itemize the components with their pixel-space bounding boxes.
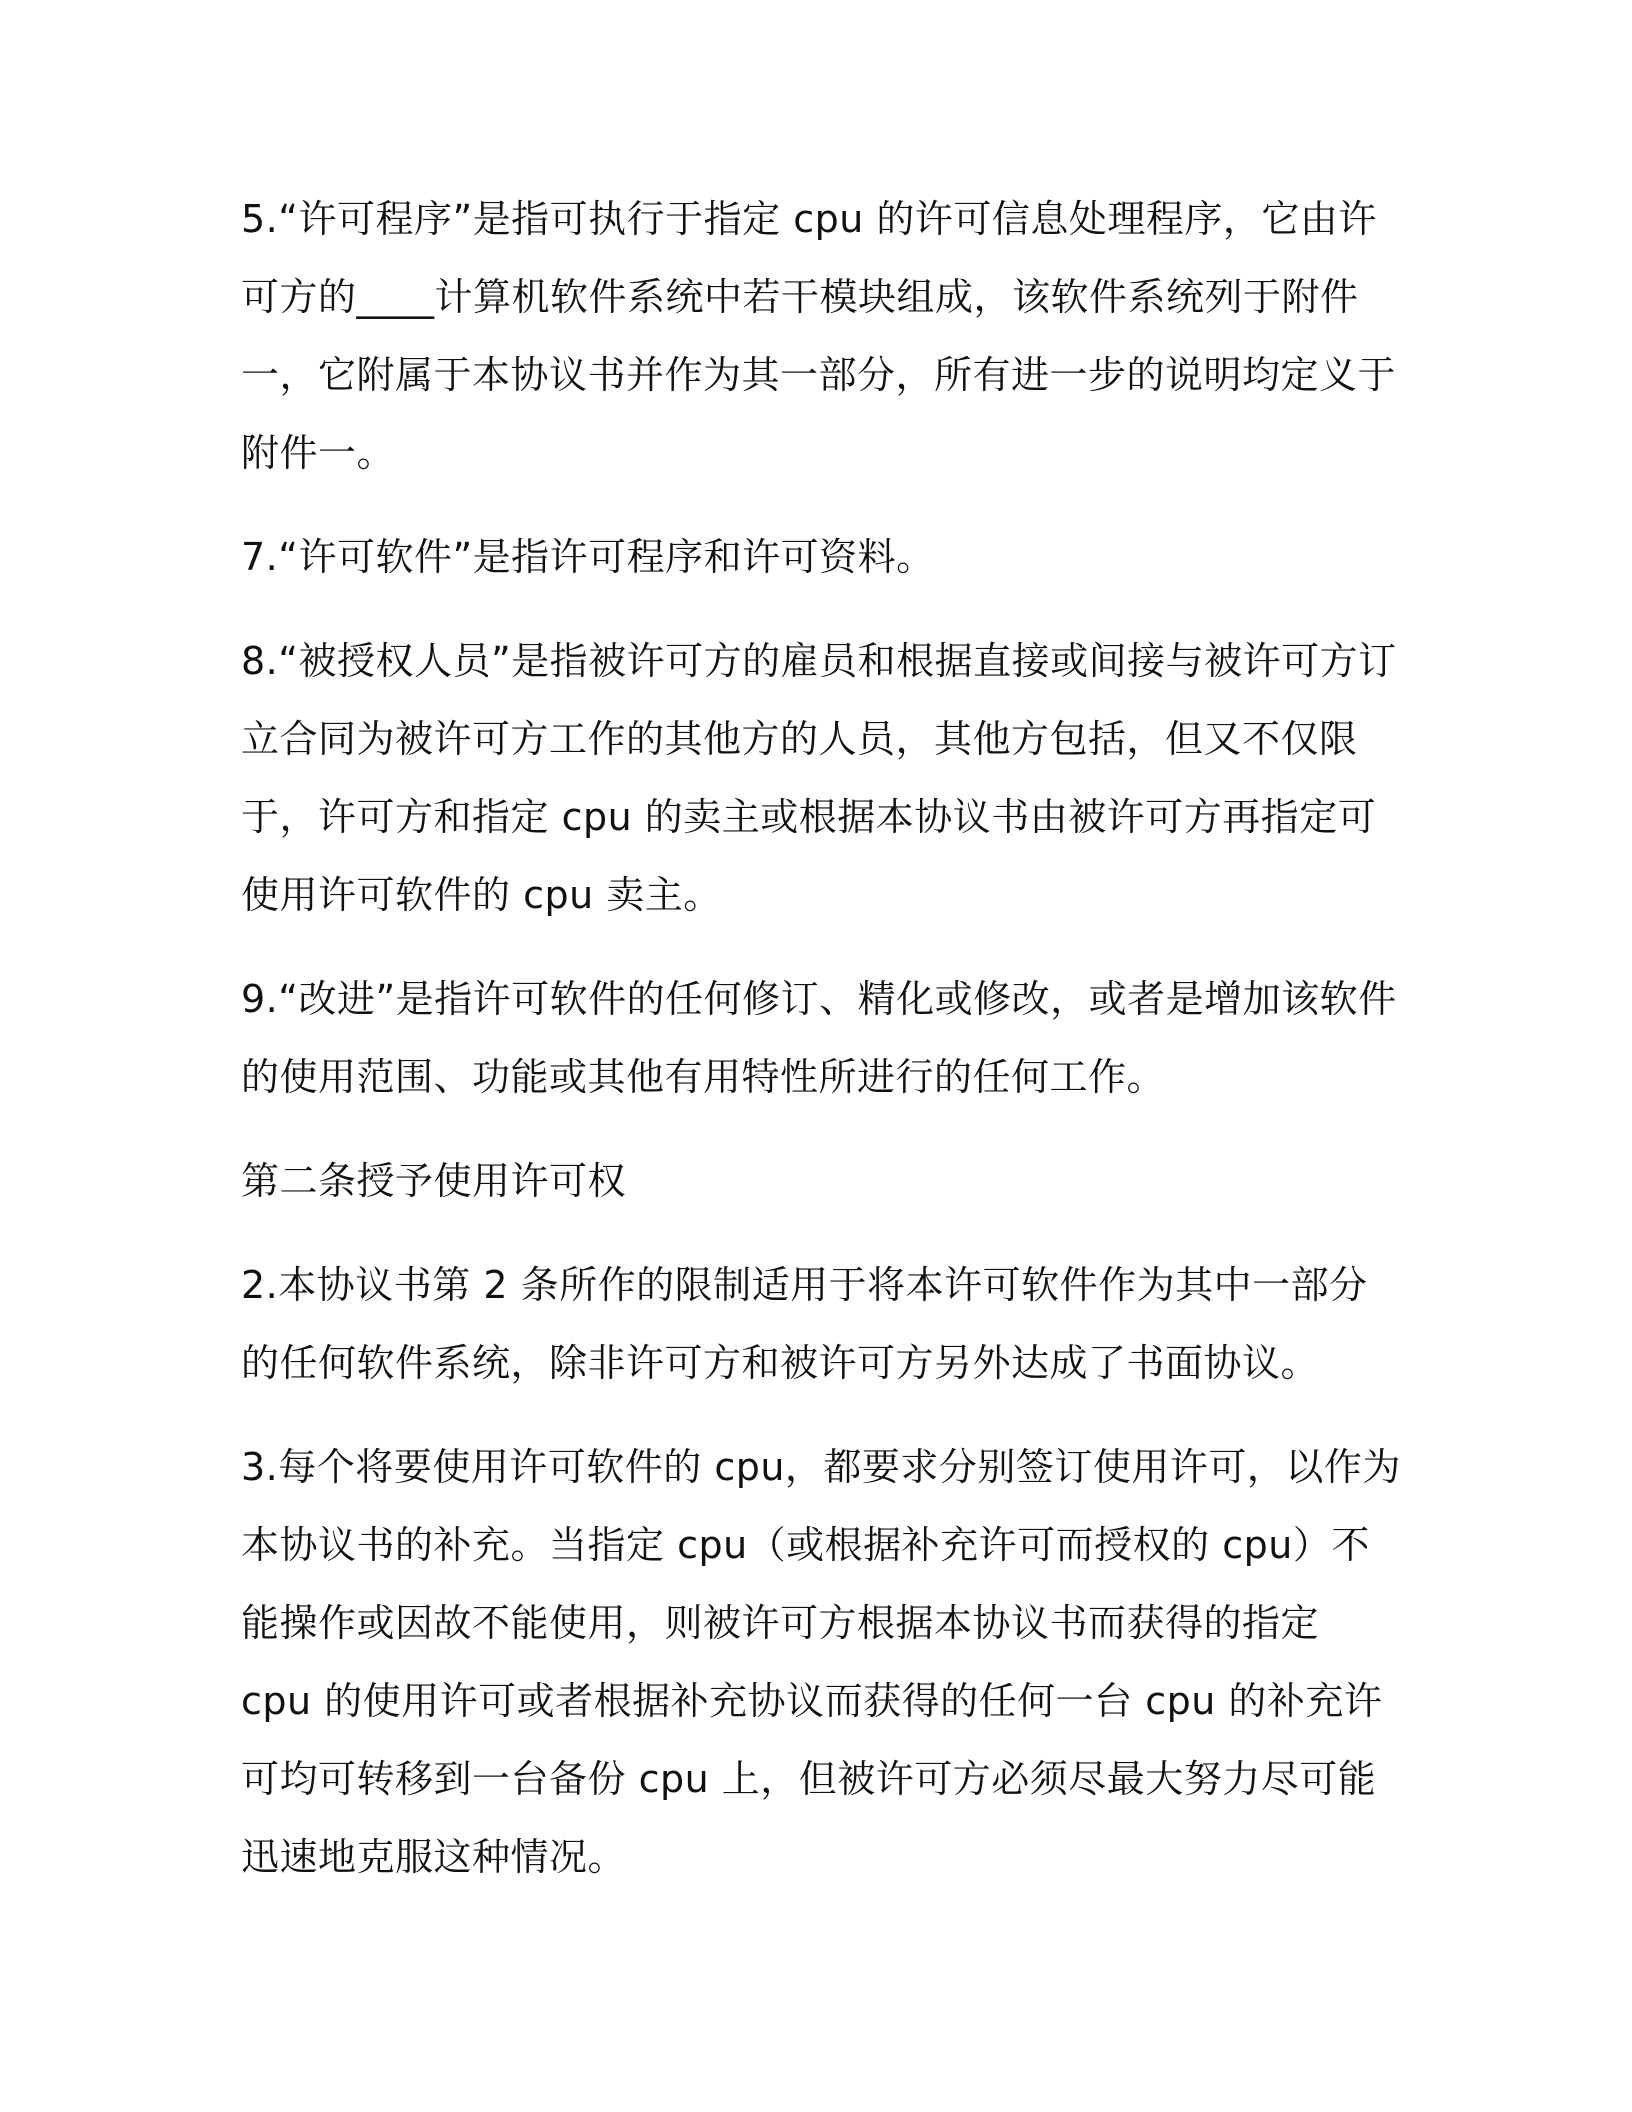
paragraph-clause-3: 3.每个将要使用许可软件的 cpu，都要求分别签订使用许可，以作为本协议书的补充。当指定 cpu（或根据补充许可而授权的 cpu）不能操作或因故不能使用，则被许可方根据本协议书而获得的指定 cpu 的使用许可或者根据补充协议而获得的任何一台 cpu 的补充许可均可转移到一台备份 cpu 上，但被许可方必须尽最大努力尽可能迅速地克服这种情况。 (241, 1445, 1401, 1879)
paragraph-definition-7: 7.“许可软件”是指许可程序和许可资料。 (241, 535, 935, 579)
paragraph-definition-5: 5.“许可程序”是指可执行于指定 cpu 的许可信息处理程序，它由许可方的____计算机软件系统中若干模块组成，该软件系统列于附件一，它附属于本协议书并作为其一部分，所有进一步的说明均定义于附件一。 (241, 197, 1397, 475)
paragraph-definition-9: 9.“改进”是指许可软件的任何修订、精化或修改，或者是增加该软件的使用范围、功能或其他有用特性所进行的任何工作。 (241, 977, 1397, 1099)
paragraph-clause-2: 2.本协议书第 2 条所作的限制适用于将本许可软件作为其中一部分的任何软件系统，除非许可方和被许可方另外达成了书面协议。 (241, 1263, 1368, 1385)
paragraph-definition-8: 8.“被授权人员”是指被许可方的雇员和根据直接或间接与被许可方订立合同为被许可方工作的其他方的人员，其他方包括，但又不仅限于，许可方和指定 cpu 的卖主或根据本协议书由被许可方再指定可使用许可软件的 cpu 卖主。 (241, 639, 1397, 917)
section-heading: 第二条授予使用许可权 (241, 1159, 627, 1203)
document-body (241, 180, 1401, 1922)
